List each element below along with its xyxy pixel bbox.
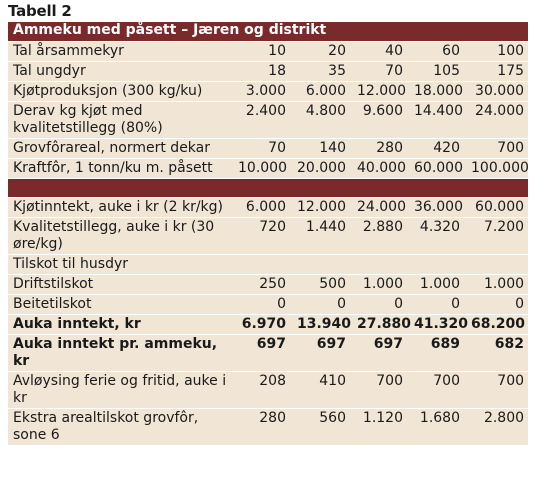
cell-value: 40 — [352, 42, 409, 62]
cell-value — [292, 255, 352, 275]
cell-value: 1.680 — [409, 409, 466, 446]
cell-value: 560 — [292, 409, 352, 446]
row-label: Ekstra arealtilskot grovfôr, sone 6 — [8, 409, 233, 446]
cell-value: 24.000 — [466, 102, 528, 139]
cell-value: 35 — [292, 62, 352, 82]
cell-value: 36.000 — [409, 198, 466, 218]
cell-value: 410 — [292, 372, 352, 409]
table-header-row — [8, 22, 528, 42]
table-row — [8, 102, 528, 139]
cell-value: 6.000 — [233, 198, 292, 218]
cell-value: 70 — [233, 139, 292, 159]
cell-value: 60 — [409, 42, 466, 62]
cell-value: 1.000 — [466, 275, 528, 295]
cell-value: 682 — [466, 335, 528, 372]
cell-value: 18.000 — [409, 82, 466, 102]
row-label: Avløysing ferie og fritid, auke i kr — [8, 372, 233, 409]
cell-value: 697 — [292, 335, 352, 372]
cell-value: 41.320 — [409, 315, 466, 335]
row-label: Beitetilskot — [8, 295, 233, 315]
table-row — [8, 372, 528, 409]
cell-value: 720 — [233, 218, 292, 255]
cell-value: 0 — [352, 295, 409, 315]
table-row — [8, 255, 528, 275]
table-row — [8, 42, 528, 62]
cell-value: 0 — [409, 295, 466, 315]
cell-value: 208 — [233, 372, 292, 409]
cell-value: 420 — [409, 139, 466, 159]
row-label: Tilskot til husdyr — [8, 255, 233, 275]
cell-value: 10.000 — [233, 159, 292, 179]
table-row — [8, 295, 528, 315]
cell-value: 6.970 — [233, 315, 292, 335]
cell-value: 700 — [466, 372, 528, 409]
cell-value: 140 — [292, 139, 352, 159]
cell-value: 2.800 — [466, 409, 528, 446]
cell-value: 700 — [466, 139, 528, 159]
cell-value: 10 — [233, 42, 292, 62]
row-label: Kjøtinntekt, auke i kr (2 kr/kg) — [8, 198, 233, 218]
cell-value: 0 — [233, 295, 292, 315]
cell-value: 0 — [466, 295, 528, 315]
cell-value: 12.000 — [292, 198, 352, 218]
row-label: Auka inntekt, kr — [8, 315, 233, 335]
row-label: Tal årsammekyr — [8, 42, 233, 62]
cell-value: 4.320 — [409, 218, 466, 255]
cell-value: 1.000 — [409, 275, 466, 295]
cell-value: 12.000 — [352, 82, 409, 102]
cell-value: 20.000 — [292, 159, 352, 179]
cell-value: 3.000 — [233, 82, 292, 102]
cell-value: 500 — [292, 275, 352, 295]
cell-value: 27.880 — [352, 315, 409, 335]
cell-value — [466, 255, 528, 275]
cell-value: 100.000 — [466, 159, 528, 179]
cell-value — [352, 255, 409, 275]
row-label: Derav kg kjøt med kvalitetstillegg (80%) — [8, 102, 233, 139]
cell-value: 1.440 — [292, 218, 352, 255]
cell-value: 1.000 — [352, 275, 409, 295]
table-row-total — [8, 335, 528, 372]
cell-value: 280 — [233, 409, 292, 446]
row-label: Driftstilskot — [8, 275, 233, 295]
row-label: Kraftfôr, 1 tonn/ku m. påsett — [8, 159, 233, 179]
cell-value: 689 — [409, 335, 466, 372]
cell-value: 18 — [233, 62, 292, 82]
divider-band — [8, 179, 528, 198]
cell-value: 70 — [352, 62, 409, 82]
cell-value: 6.000 — [292, 82, 352, 102]
table-row — [8, 159, 528, 179]
row-label: Auka inntekt pr. ammeku, kr — [8, 335, 233, 372]
row-label: Grovfôrareal, normert dekar — [8, 139, 233, 159]
table-row — [8, 139, 528, 159]
cell-value: 700 — [409, 372, 466, 409]
table-header: Ammeku med påsett – Jæren og distrikt — [8, 22, 528, 42]
cell-value: 60.000 — [466, 198, 528, 218]
cell-value: 13.940 — [292, 315, 352, 335]
cell-value: 100 — [466, 42, 528, 62]
cell-value: 30.000 — [466, 82, 528, 102]
cell-value: 697 — [352, 335, 409, 372]
table-row — [8, 198, 528, 218]
cell-value: 68.200 — [466, 315, 528, 335]
cell-value: 60.000 — [409, 159, 466, 179]
cell-value: 697 — [233, 335, 292, 372]
row-label: Kvalitetstillegg, auke i kr (30 øre/kg) — [8, 218, 233, 255]
cell-value: 7.200 — [466, 218, 528, 255]
cell-value: 250 — [233, 275, 292, 295]
table-row-total — [8, 315, 528, 335]
cell-value: 700 — [352, 372, 409, 409]
cell-value: 24.000 — [352, 198, 409, 218]
cell-value: 280 — [352, 139, 409, 159]
cell-value: 20 — [292, 42, 352, 62]
row-label: Tal ungdyr — [8, 62, 233, 82]
cell-value: 14.400 — [409, 102, 466, 139]
cell-value: 2.400 — [233, 102, 292, 139]
cell-value: 40.000 — [352, 159, 409, 179]
table-row — [8, 218, 528, 255]
cell-value: 175 — [466, 62, 528, 82]
table-row — [8, 62, 528, 82]
table-title: Tabell 2 — [8, 2, 72, 20]
cell-value: 0 — [292, 295, 352, 315]
table-row — [8, 275, 528, 295]
cell-value — [233, 255, 292, 275]
section-divider — [8, 179, 528, 198]
cell-value: 105 — [409, 62, 466, 82]
cell-value: 1.120 — [352, 409, 409, 446]
cell-value: 4.800 — [292, 102, 352, 139]
table-row — [8, 82, 528, 102]
table-row — [8, 409, 528, 446]
row-label: Kjøtproduksjon (300 kg/ku) — [8, 82, 233, 102]
cell-value: 9.600 — [352, 102, 409, 139]
data-table — [8, 22, 528, 446]
cell-value: 2.880 — [352, 218, 409, 255]
cell-value — [409, 255, 466, 275]
